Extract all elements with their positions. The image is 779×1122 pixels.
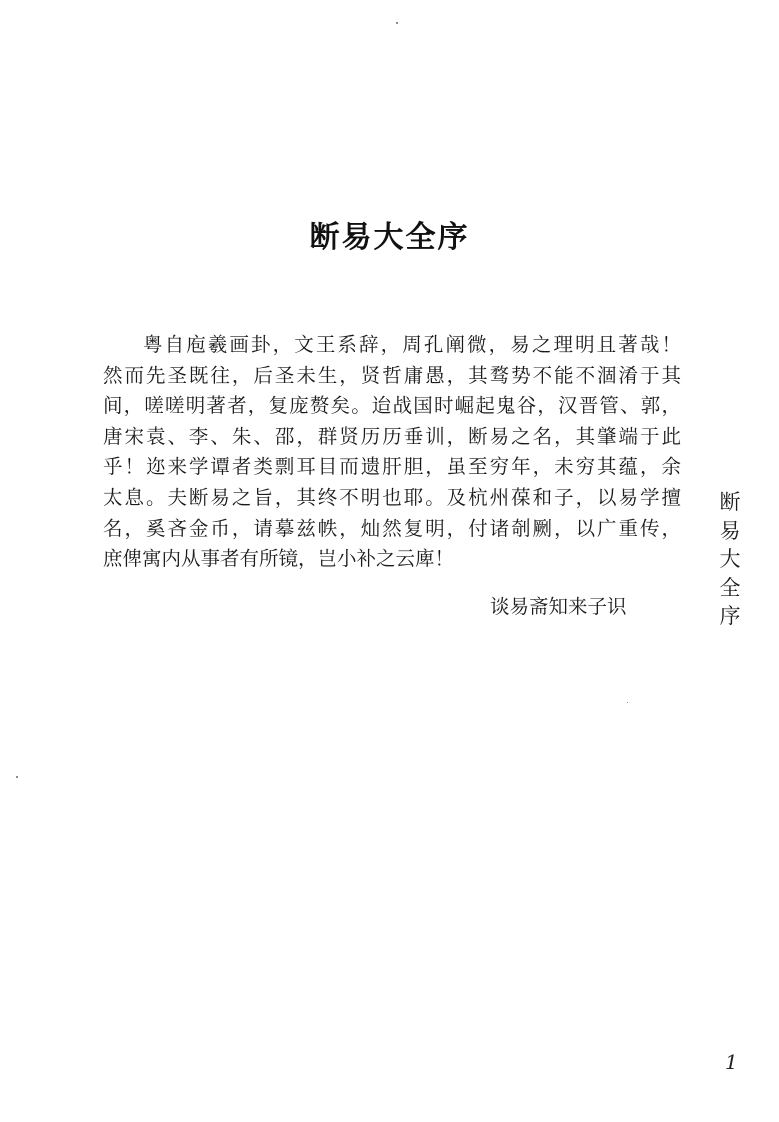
paragraph-line: 庶俾寓内从事者有所镜，岂小补之云庳！ <box>103 547 455 571</box>
paragraph-line: 粤自庖羲画卦，文王系辞，周孔阐微，易之理明且著哉！ <box>143 333 681 356</box>
side-title-char: 易 <box>719 518 741 543</box>
author-signature: 谈易斋知来子识 <box>490 595 627 618</box>
paragraph-line: 名，奚吝金币，请摹兹帙，灿然复明，付诸剞劂，以广重传， <box>103 516 681 540</box>
side-title-char: 序 <box>719 604 741 628</box>
paragraph-line: 乎！迩来学谭者类剽耳目而遗肝胆，虽至穷年，未穷其蕴，余 <box>103 455 681 479</box>
preface-paragraph <box>103 330 681 575</box>
scan-speck <box>16 776 18 778</box>
scan-speck <box>627 702 628 703</box>
paragraph-line: 间，嗟嗟明著者，复庞赘矣。迨战国时崛起鬼谷，汉晋管、郭， <box>103 394 681 418</box>
side-title-char: 断 <box>719 490 741 514</box>
paragraph-line: 太息。夫断易之旨，其终不明也耶。及杭州葆和子，以易学擅 <box>103 485 681 509</box>
side-title-char: 全 <box>719 575 741 600</box>
paragraph-line: 唐宋袁、李、朱、邵，群贤历历垂训，断易之名，其肇端于此 <box>103 424 681 448</box>
page-title: 断易大全序 <box>309 220 470 255</box>
side-title-char: 大 <box>719 547 741 571</box>
page-number: 1 <box>725 1050 738 1074</box>
running-side-title <box>715 488 745 631</box>
scan-speck <box>396 22 398 24</box>
paragraph-line: 然而先圣既往，后圣未生，贤哲庸愚，其骛势不能不涸淆于其 <box>103 363 681 387</box>
